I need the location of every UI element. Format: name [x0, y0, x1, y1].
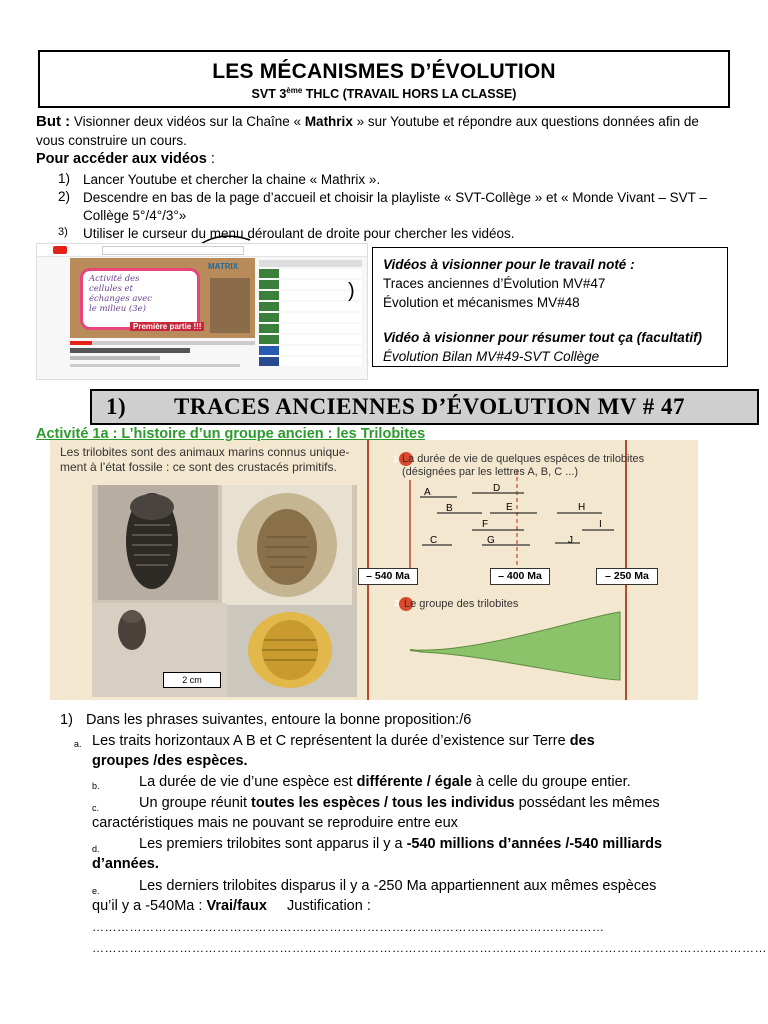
qc-text-3: caractéristiques mais ne pouvant se reproduire entre eux: [92, 815, 458, 831]
species-label-d: D: [493, 483, 501, 494]
video-title-placeholder: [70, 348, 190, 353]
panel2-title: [394, 598, 519, 610]
qe-text: [92, 896, 371, 916]
qc-bold: toutes les espèces / tous les individus: [251, 795, 515, 811]
access-label: Pour accéder aux vidéos: [36, 151, 207, 167]
activity-label: Activité 1a : L’histoire d’un groupe ancien : les Trilobites: [36, 426, 426, 442]
video-meta-placeholder: [70, 356, 160, 360]
species-label-b: B: [446, 503, 453, 514]
qc-text: [139, 793, 660, 813]
video-progress-track[interactable]: [70, 341, 255, 345]
qb-label: b.: [92, 781, 100, 791]
youtube-topbar: [37, 244, 367, 257]
species-label-i: I: [599, 519, 602, 530]
q1-number: 1): [60, 712, 73, 728]
panel1-num: 1: [393, 454, 399, 464]
presenter-figure: [210, 278, 250, 333]
whiteboard-line-2: cellules et: [89, 284, 133, 294]
video-box-heading-2: Vidéo à visionner pour résumer tout ça (facultatif): [383, 330, 703, 345]
panel1-title-2: (désignées par les lettres A, B, C ...): [402, 466, 579, 478]
video-box-heading: Vidéos à visionner pour le travail noté :: [383, 257, 635, 272]
intro-paragraph: [36, 112, 736, 131]
qb-bold: différente / égale: [356, 774, 472, 790]
group-cone: [420, 612, 620, 680]
access-colon: :: [206, 151, 215, 167]
species-label-g: G: [487, 535, 495, 546]
step-2-num: 2): [58, 189, 71, 204]
caption-line-2: ment à l’état fossile : ce sont des crustacés primitifs.: [60, 460, 337, 474]
qe-text-2: qu’il y a -540Ma :: [92, 898, 207, 914]
step-3-text: Utiliser le curseur du menu déroulant de droite pour chercher les vidéos.: [83, 226, 515, 241]
step-1-text: Lancer Youtube et chercher la chaine « Mathrix ».: [83, 172, 381, 187]
fossil-photos: [92, 485, 357, 697]
figure-caption: [60, 445, 350, 475]
page-subtitle: [40, 86, 728, 101]
playlist-item[interactable]: [259, 269, 362, 278]
whiteboard: [80, 268, 200, 330]
youtube-screenshot: [36, 243, 368, 380]
step-2-text-cont: Collège 5°/4°/3°»: [83, 208, 187, 223]
video-progress-fill: [70, 341, 92, 345]
but-text-2: » sur Youtube et répondre aux questions données afin de: [352, 114, 699, 129]
video-banner: Première partie !!!: [130, 322, 204, 331]
playlist-item[interactable]: [259, 324, 362, 333]
video-player: [70, 258, 255, 338]
qc-text-1: Un groupe réunit: [139, 795, 252, 811]
answer-line-1[interactable]: ……………………………………………………………………………………………………………: [92, 920, 605, 934]
access-heading: [36, 151, 215, 167]
playlist-item[interactable]: [259, 335, 362, 344]
species-label-f: F: [482, 519, 489, 530]
section-banner: [90, 389, 759, 425]
whiteboard-line-1: Activité des: [89, 274, 140, 284]
but-channel: Mathrix: [304, 114, 353, 129]
qc-text-2: possédant les mêmes: [514, 795, 660, 811]
qd-text: [139, 834, 662, 854]
qd-label: d.: [92, 844, 100, 854]
playlist-header: [259, 260, 362, 267]
qa-text: [92, 731, 732, 751]
species-label-j: J: [568, 535, 573, 546]
but-label: But :: [36, 113, 71, 130]
playlist-item[interactable]: [259, 357, 362, 366]
but-text-1: Visionner deux vidéos sur la Chaîne «: [70, 114, 305, 129]
qb-text-1: La durée de vie d’une espèce est: [139, 774, 357, 790]
qa-label: a.: [74, 739, 82, 749]
playlist-item[interactable]: [259, 280, 362, 289]
qe-text-3: Justification :: [266, 898, 371, 914]
whiteboard-line-3: échanges avec: [89, 294, 153, 304]
qa-text-1: Les traits horizontaux A B et C représentent la durée d’existence sur Terre: [92, 733, 570, 749]
whiteboard-line-4: le milieu (3e): [89, 304, 146, 314]
panel1-title: [393, 453, 645, 479]
qa-bold-2: groupes /des espèces.: [92, 753, 248, 769]
screenshot-paren: ): [348, 280, 355, 302]
step-1-num: 1): [58, 171, 71, 186]
video-2: Évolution et mécanismes MV#48: [383, 295, 580, 310]
qe-bold: Vrai/faux: [206, 898, 267, 914]
page-title: LES MÉCANISMES D’ÉVOLUTION: [212, 60, 556, 83]
qe-text-1: Les derniers trilobites disparus il y a -250 Ma appartiennent aux mêmes espèces: [139, 878, 657, 894]
youtube-search-bar: [102, 246, 244, 255]
group-cone-tail: [410, 650, 420, 651]
panel2-num: 2: [394, 598, 400, 608]
playlist-item[interactable]: [259, 302, 362, 311]
playlist-item[interactable]: [259, 346, 362, 355]
video-1: Traces anciennes d’Évolution MV#47: [383, 276, 606, 291]
species-label-a: A: [424, 487, 431, 498]
scale-bar: 2 cm: [163, 672, 221, 688]
answer-line-2[interactable]: ………………………………………………………………………………………………………………………………………………: [92, 941, 767, 955]
channel-logo: MATRIX: [208, 262, 239, 271]
playlist-sidebar[interactable]: [259, 260, 362, 378]
qe-label: e.: [92, 886, 100, 896]
youtube-logo-icon: [53, 246, 67, 254]
q1-text: Dans les phrases suivantes, entoure la bonne proposition:/6: [86, 712, 472, 728]
qb-text: [139, 772, 631, 792]
playlist-item[interactable]: [259, 313, 362, 322]
time-label-540: – 540 Ma: [358, 568, 418, 585]
step-3-num: 3): [58, 226, 68, 238]
panel1-title-1: La durée de vie de quelques espèces de trilobites: [402, 453, 645, 465]
time-label-400: – 400 Ma: [490, 568, 550, 585]
subtitle-sup: ème: [286, 86, 303, 95]
caption-line-1: Les trilobites sont des animaux marins connus unique-: [60, 445, 350, 459]
qa-bold-1: des: [569, 733, 595, 749]
section-title: TRACES ANCIENNES D’ÉVOLUTION MV # 47: [174, 394, 686, 419]
species-label-c: C: [430, 535, 438, 546]
species-label-h: H: [578, 502, 586, 513]
title-box: [38, 50, 730, 108]
video-3: Évolution Bilan MV#49-SVT Collège: [383, 349, 600, 364]
but-text-3: vous construire un cours.: [36, 133, 187, 148]
subtitle-suffix: THLC (TRAVAIL HORS LA CLASSE): [302, 87, 517, 102]
playlist-item[interactable]: [259, 291, 362, 300]
species-label-e: E: [506, 502, 513, 513]
activity-title: [36, 426, 425, 442]
panel2-title-text: Le groupe des trilobites: [404, 598, 519, 610]
qd-bold-2: d’années.: [92, 856, 159, 872]
qc-label: c.: [92, 803, 100, 813]
section-number: 1): [106, 394, 127, 419]
qb-text-2: à celle du groupe entier.: [471, 774, 631, 790]
fossil-illustration: [92, 485, 357, 697]
step-2-text: Descendre en bas de la page d’accueil et choisir la playliste « SVT-Collège » et « Monde Vivant – SVT –: [83, 190, 707, 205]
qd-text-1: Les premiers trilobites sont apparus il y a: [139, 836, 407, 852]
subtitle-prefix: SVT 3: [251, 87, 287, 102]
qd-bold-1: -540 millions d’années /-540 milliards: [406, 836, 663, 852]
video-list-box: [372, 247, 728, 367]
time-label-250: – 250 Ma: [596, 568, 658, 585]
video-desc-placeholder: [70, 364, 240, 367]
